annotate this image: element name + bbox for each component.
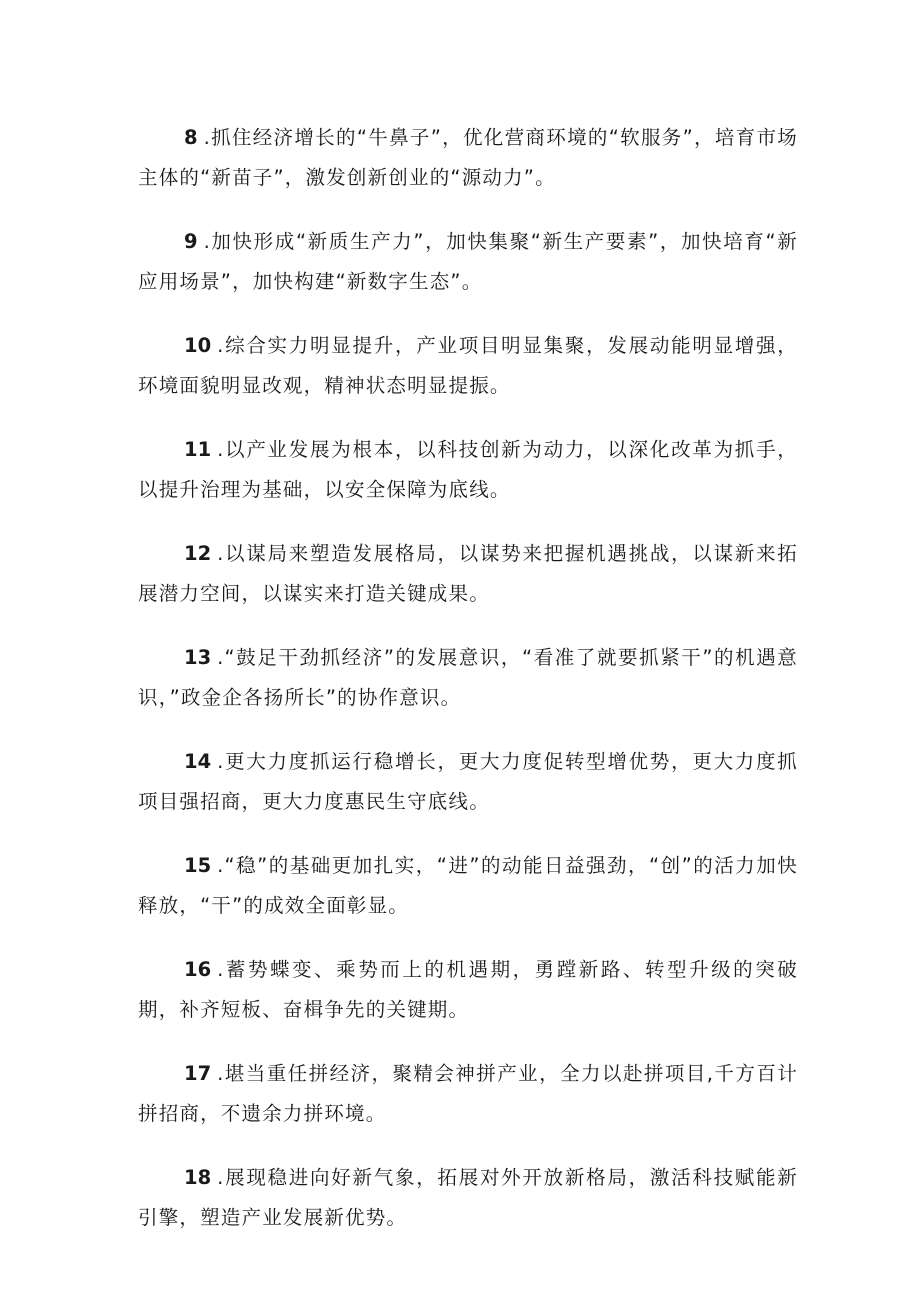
paragraph-16 [138, 950, 798, 1030]
paragraph-8 [138, 118, 798, 198]
item-number: 18 [184, 1166, 212, 1189]
item-number: 9 [184, 230, 198, 253]
paragraph-9 [138, 222, 798, 302]
item-number: 13 [184, 646, 212, 669]
item-number: 15 [184, 854, 212, 877]
paragraph-18 [138, 1158, 798, 1238]
item-number: 17 [184, 1062, 212, 1085]
document-body [138, 118, 798, 1262]
item-text: .抓住经济增长的“牛鼻子”，优化营商环境的“软服务”，培育市场主体的“新苗子”，激发创新创业的“源动力”。 [138, 126, 798, 189]
item-text: .以产业发展为根本，以科技创新为动力，以深化改革为抓手，以提升治理为基础，以安全保障为底线。 [138, 438, 798, 501]
item-number: 12 [184, 542, 212, 565]
item-text: .堪当重任拼经济，聚精会神拼产业，全力以赴拼项目,千方百计拼招商，不遗余力拼环境。 [138, 1062, 798, 1125]
paragraph-10 [138, 326, 798, 406]
item-text: .“鼓足干劲抓经济”的发展意识，“看准了就要抓紧干”的机遇意识，”政金企各扬所长”的协作意识。 [138, 646, 798, 709]
item-text: .“稳”的基础更加扎实，“进”的动能日益强劲，“创”的活力加快释放，“干”的成效全面彰显。 [138, 854, 798, 917]
paragraph-17 [138, 1054, 798, 1134]
item-text: .蓄势蝶变、乘势而上的机遇期，勇蹚新路、转型升级的突破期，补齐短板、奋楫争先的关键期。 [138, 958, 798, 1021]
item-text: .综合实力明显提升，产业项目明显集聚，发展动能明显增强，环境面貌明显改观，精神状态明显提振。 [138, 334, 798, 397]
item-number: 11 [184, 438, 212, 461]
item-text: .更大力度抓运行稳增长，更大力度促转型增优势，更大力度抓项目强招商，更大力度惠民生守底线。 [138, 750, 798, 813]
paragraph-13 [138, 638, 798, 718]
item-text: .展现稳进向好新气象，拓展对外开放新格局，激活科技赋能新引擎，塑造产业发展新优势。 [138, 1166, 798, 1229]
item-text: .以谋局来塑造发展格局，以谋势来把握机遇挑战，以谋新来拓展潜力空间，以谋实来打造关键成果。 [138, 542, 798, 605]
paragraph-14 [138, 742, 798, 822]
item-number: 10 [184, 334, 212, 357]
paragraph-15 [138, 846, 798, 926]
item-number: 8 [184, 126, 198, 149]
item-number: 16 [184, 958, 212, 981]
paragraph-12 [138, 534, 798, 614]
item-text: .加快形成“新质生产力”，加快集聚“新生产要素”，加快培育“新应用场景”，加快构建“新数字生态”。 [138, 230, 798, 293]
paragraph-11 [138, 430, 798, 510]
item-number: 14 [184, 750, 212, 773]
